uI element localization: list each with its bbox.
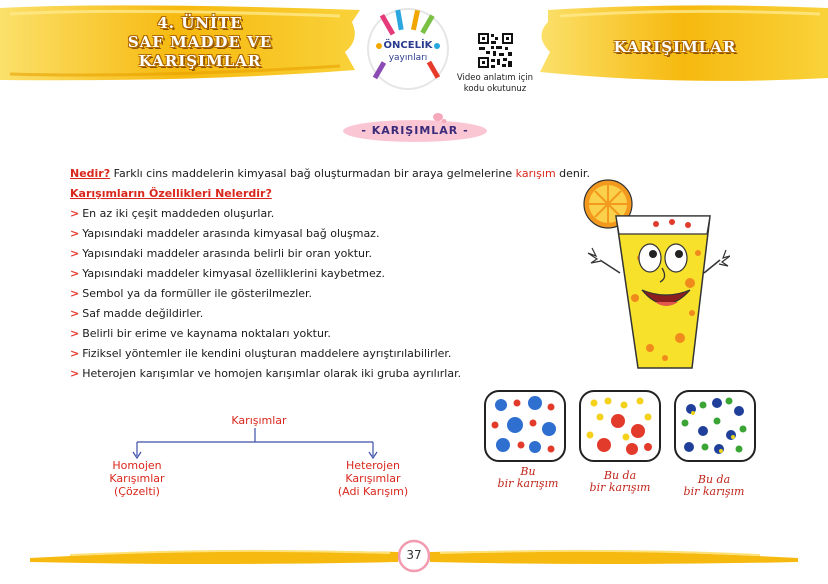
mixture-box-3 <box>673 389 757 463</box>
bullet-chevron-icon: > <box>70 367 80 380</box>
mixture-caption-1 <box>488 466 568 490</box>
mixture-box-2 <box>578 389 662 463</box>
property-item <box>70 287 312 300</box>
page-number: 37 <box>406 548 422 562</box>
bullet-chevron-icon: > <box>70 327 80 340</box>
property-text: Heterojen karışımlar ve homojen karışımlar olarak iki gruba ayrılırlar. <box>82 367 462 380</box>
property-item <box>70 267 385 280</box>
tree-right-line2: Karışımlar <box>345 472 401 485</box>
publisher-logo-brand: ÖNCELİK <box>383 40 433 51</box>
property-text: Yapısındaki maddeler arasında kimyasal bağ oluşmaz. <box>82 227 380 240</box>
property-text: Yapısındaki maddeler arasında belirli bir oran yoktur. <box>82 247 373 260</box>
property-item <box>70 367 461 380</box>
bullet-chevron-icon: > <box>70 267 80 280</box>
definition-text-after: denir. <box>555 167 590 180</box>
property-item <box>70 307 203 320</box>
tree-left-node <box>92 459 182 498</box>
bullet-chevron-icon: > <box>70 307 80 320</box>
property-item <box>70 227 379 240</box>
qr-caption <box>445 73 545 95</box>
tree-left-line2: Karışımlar <box>109 472 165 485</box>
definition-keyword: karışım <box>515 167 556 180</box>
definition-label: Nedir? <box>70 167 111 180</box>
lemonade-mascot-illustration <box>580 178 730 378</box>
bullet-chevron-icon: > <box>70 227 80 240</box>
definition-text-before: Farklı cins maddelerin kimyasal bağ oluşturmadan bir araya gelmelerine <box>110 167 516 180</box>
unit-title-line1: 4. ÜNİTE <box>157 14 243 32</box>
mixture-caption-3-line1: Bu da <box>697 473 731 486</box>
mixture-caption-2 <box>580 470 660 494</box>
tree-left-line3: (Çözelti) <box>114 485 160 498</box>
footer-left-banner <box>30 544 398 568</box>
mixture-caption-2-line1: Bu da <box>603 469 637 482</box>
mixture-caption-1-line1: Bu <box>520 465 536 478</box>
unit-title-line3: KARIŞIMLAR <box>138 52 262 70</box>
mixture-caption-2-line2: bir karışım <box>589 481 651 494</box>
property-item <box>70 207 274 220</box>
property-text: Belirli bir erime ve kaynama noktaları yoktur. <box>82 327 331 340</box>
bullet-chevron-icon: > <box>70 247 80 260</box>
tree-left-line1: Homojen <box>112 459 162 472</box>
property-text: En az iki çeşit maddeden oluşurlar. <box>82 207 275 220</box>
mixture-box-1 <box>483 389 567 463</box>
qr-caption-line2: kodu okutunuz <box>463 84 527 94</box>
unit-title-line2: SAF MADDE VE <box>127 33 273 51</box>
property-item <box>70 327 331 340</box>
definition-line <box>70 167 590 180</box>
qr-caption-line1: Video anlatım için <box>456 73 534 83</box>
tree-root: Karışımlar <box>231 414 287 427</box>
publisher-logo-sub: yayınları <box>388 53 428 63</box>
bullet-chevron-icon: > <box>70 207 80 220</box>
bullet-chevron-icon: > <box>70 347 80 360</box>
property-text: Sembol ya da formüller ile gösterilmezler. <box>82 287 313 300</box>
mixture-caption-3-line2: bir karışım <box>683 485 745 498</box>
unit-title <box>70 14 330 71</box>
property-text: Fiziksel yöntemler ile kendini oluşturan maddelere ayrıştırılabilirler. <box>82 347 452 360</box>
tree-right-node <box>318 459 428 498</box>
qr-code-icon[interactable] <box>477 32 514 69</box>
tree-right-line3: (Adi Karışım) <box>337 485 409 498</box>
mixture-caption-3 <box>674 474 754 498</box>
section-title: - KARIŞIMLAR - <box>361 124 469 137</box>
chapter-title: KARIŞIMLAR <box>613 38 737 56</box>
footer-right-banner <box>430 544 798 568</box>
bullet-chevron-icon: > <box>70 287 80 300</box>
properties-heading: Karışımların Özellikleri Nelerdir? <box>70 187 272 200</box>
property-item <box>70 247 372 260</box>
mixture-caption-1-line2: bir karışım <box>497 477 559 490</box>
tree-right-line1: Heterojen <box>346 459 400 472</box>
property-text: Yapısındaki maddeler kimyasal özelliklerini kaybetmez. <box>82 267 386 280</box>
property-text: Saf madde değildirler. <box>82 307 204 320</box>
property-item <box>70 347 451 360</box>
